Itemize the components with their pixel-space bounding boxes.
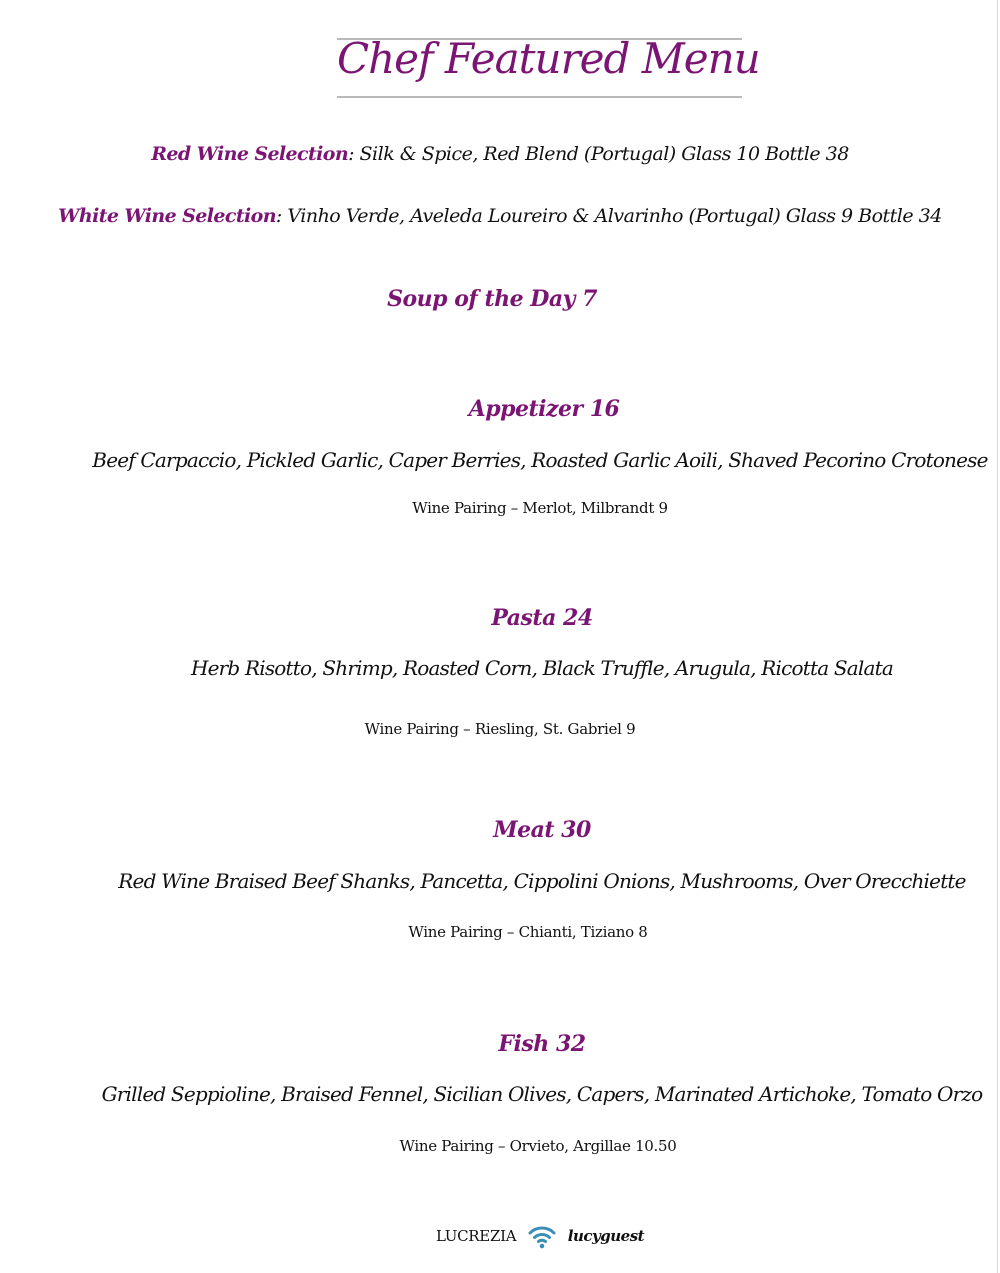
fish-heading: Fish 32 <box>498 1031 586 1057</box>
soup-heading: Soup of the Day 7 <box>387 286 597 312</box>
white-wine-text: : Vinho Verde, Aveleda Loureiro & Alvarinho (Portugal) Glass 9 Bottle 34 <box>275 205 942 227</box>
appetizer-heading: Appetizer 16 <box>468 396 620 422</box>
meat-description: Red Wine Braised Beef Shanks, Pancetta, Cippolini Onions, Mushrooms, Over Orecchiette <box>118 869 966 893</box>
red-wine-text: : Silk & Spice, Red Blend (Portugal) Glass 10 Bottle 38 <box>348 143 849 165</box>
red-wine-selection <box>0 143 1000 165</box>
wifi-network-name: lucyguest <box>567 1227 645 1245</box>
fish-wine-pairing: Wine Pairing – Orvieto, Argillae 10.50 <box>399 1137 677 1155</box>
appetizer-wine-pairing: Wine Pairing – Merlot, Milbrandt 9 <box>412 499 668 517</box>
meat-wine-pairing: Wine Pairing – Chianti, Tiziano 8 <box>408 923 648 941</box>
meat-heading: Meat 30 <box>493 817 591 843</box>
red-wine-label: Red Wine Selection <box>151 143 349 165</box>
appetizer-description: Beef Carpaccio, Pickled Garlic, Caper Berries, Roasted Garlic Aoili, Shaved Pecorino Crotonese <box>92 448 988 472</box>
pasta-heading: Pasta 24 <box>491 605 593 631</box>
pasta-description: Herb Risotto, Shrimp, Roasted Corn, Black Truffle, Arugula, Ricotta Salata <box>190 656 894 680</box>
white-wine-label: White Wine Selection <box>58 205 276 227</box>
brand-name: LUCREZIA <box>435 1227 517 1245</box>
fish-description: Grilled Seppioline, Braised Fennel, Sicilian Olives, Capers, Marinated Artichoke, Tomato Orzo <box>101 1082 983 1106</box>
title-banner <box>337 34 760 98</box>
footer <box>40 1222 1000 1250</box>
page-title: Chef Featured Menu <box>337 34 760 83</box>
white-wine-selection <box>0 205 1000 227</box>
wifi-icon <box>527 1222 557 1250</box>
pasta-wine-pairing: Wine Pairing – Riesling, St. Gabriel 9 <box>364 720 636 738</box>
